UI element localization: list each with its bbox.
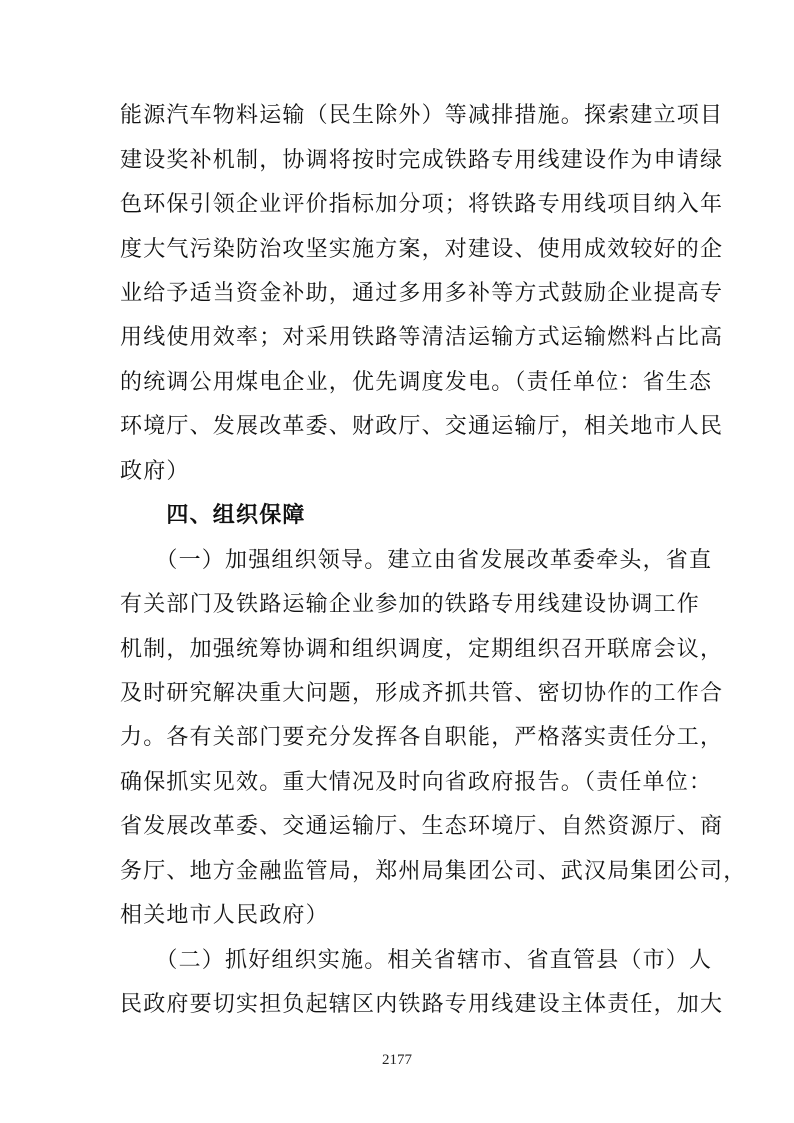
body-text-line: 环境厅、发展改革委、财政厅、交通运输厅，相关地市人民 xyxy=(120,414,724,439)
body-text-line: 业给予适当资金补助，通过多用多补等方式鼓励企业提高专 xyxy=(120,281,724,306)
body-text-line: 务厅、地方金融监管局，郑州局集团公司、武汉局集团公司， xyxy=(120,859,747,884)
body-text-line: 及时研究解决重大问题，形成齐抓共管、密切协作的工作合 xyxy=(120,681,724,706)
body-text-line: （一）加强组织领导。建立由省发展改革委牵头，省直 xyxy=(120,548,713,573)
page-number: 2177 xyxy=(382,1052,412,1068)
body-text-line: 有关部门及铁路运输企业参加的铁路专用线建设协调工作 xyxy=(120,592,701,617)
body-text-line: 的统调公用煤电企业，优先调度发电。（责任单位：省生态 xyxy=(120,370,713,395)
body-text-line: 确保抓实见效。重大情况及时向省政府报告。（责任单位： xyxy=(120,770,713,795)
body-text-line: 相关地市人民政府） xyxy=(120,903,329,928)
section-heading: 四、组织保障 xyxy=(120,503,306,528)
body-text-line: 省发展改革委、交通运输厅、生态环境厅、自然资源厅、商 xyxy=(120,814,724,839)
body-text-line: 用线使用效率；对采用铁路等清洁运输方式运输燃料占比高 xyxy=(120,325,724,350)
body-text-line: 能源汽车物料运输（民生除外）等减排措施。探索建立项目 xyxy=(120,103,724,128)
body-text-line: 度大气污染防治攻坚实施方案，对建设、使用成效较好的企 xyxy=(120,237,724,262)
body-text-line: 力。各有关部门要充分发挥各自职能，严格落实责任分工， xyxy=(120,725,724,750)
body-text-line: 建设奖补机制，协调将按时完成铁路专用线建设作为申请绿 xyxy=(120,148,724,173)
body-text-line: 机制，加强统筹协调和组织调度，定期组织召开联席会议， xyxy=(120,637,724,662)
body-text-line: 色环保引领企业评价指标加分项；将铁路专用线项目纳入年 xyxy=(120,192,724,217)
body-text-line: 民政府要切实担负起辖区内铁路专用线建设主体责任，加大 xyxy=(120,992,724,1017)
body-text-line: 政府） xyxy=(120,459,190,484)
body-text-line: （二）抓好组织实施。相关省辖市、省直管县（市）人 xyxy=(120,948,713,973)
